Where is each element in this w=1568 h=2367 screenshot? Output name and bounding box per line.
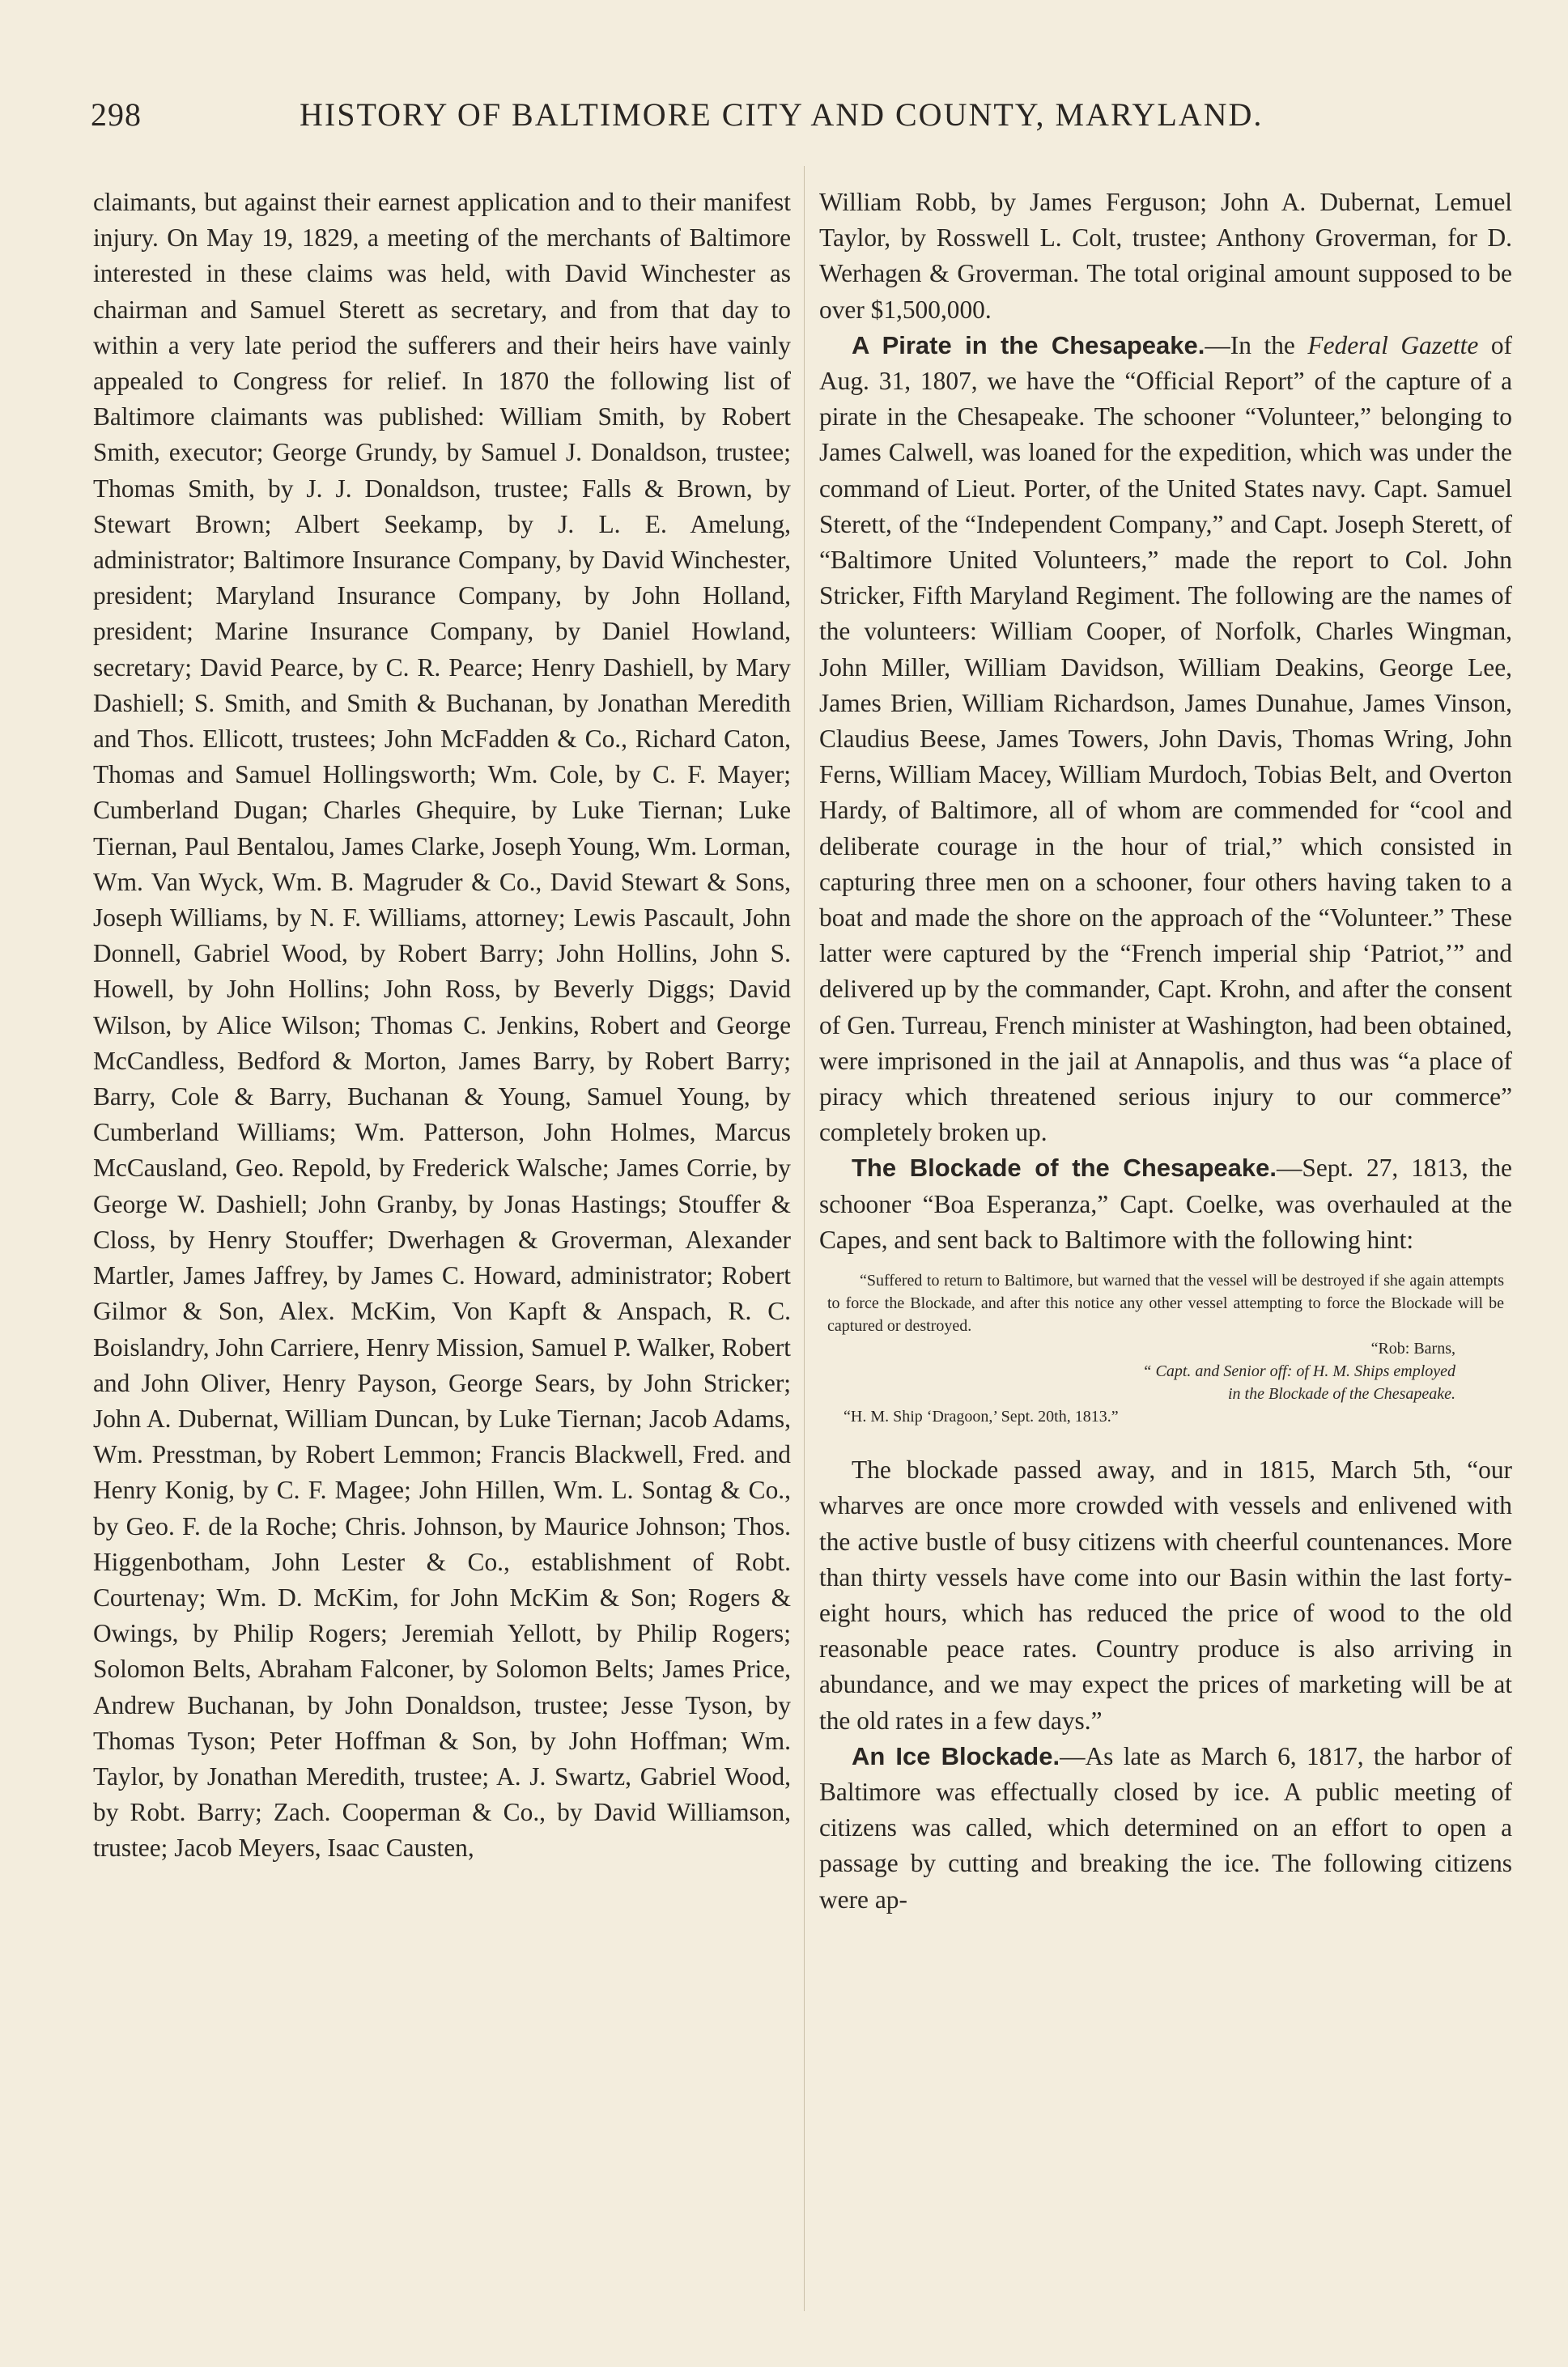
pirate-newspaper-name: Federal Gazette [1307, 330, 1479, 359]
claimants-paragraph: claimants, but against their earnest application and to their manifest injury. On May 19, 1829, a meeting of the merchants of Baltimore interested in these claims was held, with David Winchester as chairman and Samuel Sterett as secretary, and from that day to within a very late period the sufferers and their heirs have vainly appealed to Congress for relief. In 1870 the following list of Baltimore claimants was published: William Smith, by Robert Smith, executor; George Grundy, by Samuel J. Donaldson, trustee; Thomas Smith, by J. J. Donaldson, trustee; Falls & Brown, by Stewart Brown; Albert Seekamp, by J. L. E. Amelung, administrator; Baltimore Insurance Company, by David Winchester, president; Maryland Insurance Company, by John Holland, president; Marine Insurance Company, by Daniel Howland, secretary; David Pearce, by C. R. Pearce; Henry Dashiell, by Mary Dashiell; S. Smith, and Smith & Buchanan, by Jonathan Meredith and Thos. Ellicott, trustees; John McFadden & Co., Richard Caton, Thomas and Samuel Hollingsworth; Wm. Cole, by C. F. Mayer; Cumberland Dugan; Charles Ghequire, by Luke Tiernan; Luke Tiernan, Paul Bentalou, James Clarke, Joseph Young, Wm. Lorman, Wm. Van Wyck, Wm. B. Magruder & Co., David Stewart & Sons, Joseph Williams, by N. F. Williams, attorney; Lewis Pascault, John Donnell, Gabriel Wood, by Robert Barry; John Hollins, John S. Howell, by John Hollins; John Ross, by Beverly Diggs; David Wilson, by Alice Wilson; Thomas C. Jenkins, Robert and George McCandless, Bedford & Morton, James Barry, by Robert Barry; Barry, Cole & Barry, Buchanan & Young, Samuel Young, by Cumberland Williams; Wm. Patterson, John Holmes, Marcus McCausland, Geo. Repold, by Frederick Walsche; James Corrie, by George W. Dashiell; John Granby, by Jonas Hastings; Stouffer & Closs, by Henry Stouffer; Dwerhagen & Groverman, Alexander Martler, James Jaffrey, by James C. Howard, administrator; Robert Gilmor & Son, Alex. McKim, Von Kapft & Anspach, R. C. Boislandry, John Carriere, Henry Mission, Samuel P. Walker, Robert and John Oliver, Henry Payson, George Sears, by John Stricker; John A. Dubernat, William Duncan, by Luke Tiernan; Jacob Adams, Wm. Presstman, by Robert Lemmon; Francis Blackwell, Fred. and Henry Konig, by C. F. Magee; John Hillen, Wm. L. Sontag & Co., by Geo. F. de la Roche; Chris. Johnson, by Maurice Johnson; Thos. Higgenbotham, John Lester & Co., establishment of Robt. Courtenay; Wm. D. McKim, for John McKim & Son; Rogers & Owings, by Philip Rogers; Jeremiah Yellott, by Philip Rogers; Solomon Belts, Abraham Falconer, by Solomon Belts; James Price, Andrew Buchanan, by John Donaldson, trustee; Jesse Tyson, by Thomas Tyson; Peter Hoffman & Son, by John Hoffman; Wm. Taylor, by Jonathan Meredith, trustee; A. J. Swartz, Gabriel Wood, by Robt. Barry; Zach. Cooperman & Co., by David Williamson, trustee; Jacob Meyers, Isaac Causten, [93, 188, 791, 1863]
left-column [93, 185, 791, 1867]
quote-signature: “Rob: Barns, [1370, 1340, 1455, 1358]
ice-heading: An Ice Blockade. [852, 1741, 1060, 1770]
blockade-notice-quote [827, 1269, 1504, 1428]
quote-body: “Suffered to return to Baltimore, but warned that the vessel will be destroyed if she again attempts to force the Blockade, and after this notice any other vessel attempting to force the Blockade will be captured or destroyed. [827, 1272, 1504, 1336]
blockade-text: —Sept. 27, 1813, the schooner “Boa Esperanza,” Capt. Coelke, was overhauled at the Capes, and sent back to Baltimore with the following hint: [819, 1154, 1512, 1254]
blockade-section [819, 1150, 1512, 1258]
pirate-heading: A Pirate in the Chesapeake. [852, 330, 1205, 359]
running-title: HISTORY OF BALTIMORE CITY AND COUNTY, MARYLAND. [300, 96, 1264, 133]
quote-signature-title: “ Capt. and Senior off: of H. M. Ships employed [1142, 1362, 1455, 1381]
blockade-passed-paragraph: The blockade passed away, and in 1815, March 5th, “our wharves are once more crowded with vessels and enlivened with the active bustle of busy citizens with cheerful countenances. More than thirty vessels have come into our Basin within the last forty-eight hours, which has reduced the price of wood to the old reasonable peace rates. Country produce is also arriving in abundance, and we may expect the prices of marketing will be at the old rates in a few days.” [819, 1455, 1512, 1735]
pirate-text-intro: —In the [1205, 330, 1308, 359]
pirate-text-body: of Aug. 31, 1807, we have the “Official Report” of the capture of a pirate in the Chesapeake. The schooner “Volunteer,” belonging to James Calwell, was loaned for the expedition, which was under the command of Lieut. Porter, of the United States navy. Capt. Samuel Sterett, of the “Independent Company,” and Capt. Joseph Sterett, of “Baltimore United Volunteers,” made the report to Col. John Stricker, Fifth Maryland Regiment. The following are the names of the volunteers: William Cooper, of Norfolk, Charles Wingman, John Miller, William Davidson, William Deakins, George Lee, James Brien, William Richardson, James Dunahue, James Vinson, Claudius Beese, James Towers, John Davis, Thomas Wring, John Ferns, William Macey, William Murdoch, Tobias Belt, and Overton Hardy, of Baltimore, all of whom are commended for “cool and deliberate courage in the hour of trial,” which consisted in capturing three men on a schooner, four others having taken to a boat and made the shore on the approach of the “Volunteer.” These latter were captured by the “French imperial ship ‘Patriot,’” and delivered up by the commander, Capt. Krohn, and after the consent of Gen. Turreau, French minister at Washington, had been obtained, were imprisoned in the jail at Annapolis, and thus was “a place of piracy which threatened serious injury to our commerce” completely broken up. [819, 330, 1512, 1147]
blockade-heading: The Blockade of the Chesapeake. [852, 1154, 1277, 1183]
ice-text: —As late as March 6, 1817, the harbor of Baltimore was effectually closed by ice. A public meeting of citizens was called, which determined on an effort to open a passage by cutting and breaking the ice. The following citizens were ap- [819, 1741, 1512, 1914]
pirate-section [819, 328, 1512, 1151]
page-header [0, 96, 1568, 152]
claimants-continuation: William Robb, by James Ferguson; John A. Dubernat, Lemuel Taylor, by Rosswell L. Colt, trustee; Anthony Groverman, for D. Werhagen & Groverman. The total original amount supposed to be over $1,500,000. [819, 188, 1512, 324]
column-divider [804, 166, 805, 2311]
page-number: 298 [91, 96, 142, 133]
quote-signature-title-2: in the Blockade of the Chesapeake. [1227, 1385, 1455, 1404]
ice-section [819, 1739, 1512, 1918]
quote-dateline: “H. M. Ship ‘Dragoon,’ Sept. 20th, 1813.” [843, 1408, 1119, 1426]
right-column [819, 185, 1512, 1918]
